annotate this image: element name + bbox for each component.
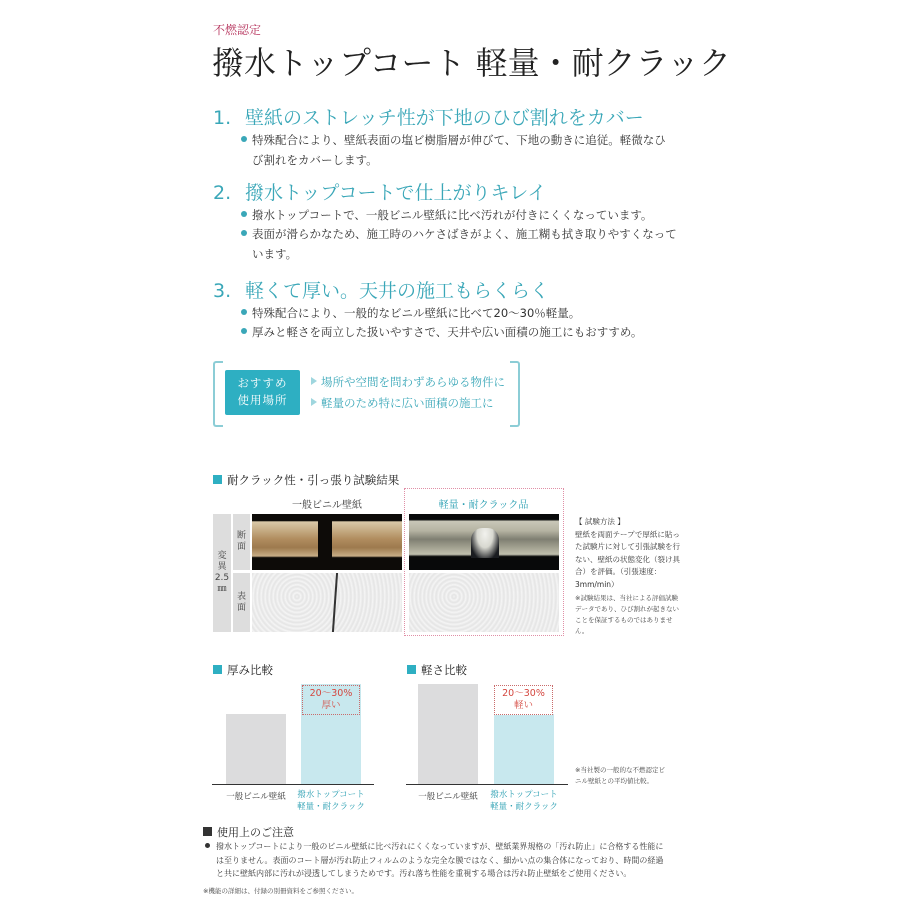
feature-heading-1 <box>213 103 644 130</box>
test-method-text: 【 試験方法 】 壁紙を両面テープで厚紙に貼った試験片に対して引張試験を行ない、壁紙の状態変化（裂け具合）を評価。（引張速度：3mm/min） <box>575 517 680 589</box>
test-result-note: ※試験結果は、当社による評価試験データであり、ひび割れが起きないことを保証するものではありません。 <box>575 594 679 635</box>
feature-heading-text: 壁紙のストレッチ性が下地のひび割れをカバー <box>245 107 644 129</box>
cross-section-label: 断 面 <box>233 514 250 570</box>
weight-callout: 20～30% 軽い <box>494 685 553 715</box>
certification-label: 不燃認定 <box>213 23 262 37</box>
column-label-standard: 一般ビニル壁紙 <box>292 500 362 511</box>
square-bullet-icon <box>213 475 222 484</box>
surface-crack-line <box>332 573 338 632</box>
stretch-area <box>471 528 499 558</box>
weight-comparison-note: ※当社製の一般的な不燃認定ビ ニル壁紙との平均値比較。 <box>575 766 665 785</box>
bullet-dot-icon <box>241 230 247 236</box>
bullet-dot-icon <box>241 136 247 142</box>
crack-test-heading: 耐クラック性・引っ張り試験結果 <box>213 472 399 488</box>
feature-2-bullet-2: 表面が滑らかなため、施工時のハケさばきがよく、施工糊も拭き取りやすくなって います。 <box>241 224 677 264</box>
bullet-dot-icon <box>241 328 247 334</box>
square-bullet-icon <box>203 827 212 836</box>
weight-bar-product <box>494 714 554 784</box>
weight-label-product: 撥水トップコート 軽量・耐クラック <box>490 790 558 812</box>
bullet-dot-icon <box>205 843 210 848</box>
column-label-product: 軽量・耐クラック品 <box>438 500 529 511</box>
square-bullet-icon <box>213 665 222 674</box>
footer-note: ※機能の詳細は、付録の別冊資料をご参照ください。 <box>203 887 358 895</box>
feature-3-bullet-2: 厚みと軽さを両立した扱いやすさで、天井や広い面積の施工にもおすすめ。 <box>241 322 642 342</box>
caution-text: 撥水トップコートにより一般のビニル壁紙に比べ汚れにくくなっていますが、壁紙業界規格の「汚れ防止」に合格する性能に は至りません。表面のコート層が汚れ防止フィルムのような完全な膜ではなく、細かい点の集合体になっており、時間の経過 と共に壁紙内部に汚れが浸透してしまうためです。汚れ落ち性能を重視する場合は汚れ防止壁紙をご使用ください。 <box>203 840 703 881</box>
product-surface-photo <box>409 573 559 632</box>
bracket-right-decoration <box>510 361 520 427</box>
crack-gap <box>318 514 332 570</box>
triangle-bullet-icon <box>311 377 317 385</box>
thickness-chart-axis <box>212 784 374 785</box>
feature-heading-text: 撥水トップコートで仕上がりキレイ <box>245 182 547 204</box>
recommended-item-1: 場所や空間を問わずあらゆる物件に <box>311 374 505 390</box>
thickness-callout: 20～30% 厚い <box>302 685 360 715</box>
triangle-bullet-icon <box>311 398 317 406</box>
recommended-usage-badge: おすすめ 使用場所 <box>225 370 300 415</box>
feature-3-bullet-1: 特殊配合により、一般的なビニル壁紙に比べて20～30％軽量。 <box>241 303 580 323</box>
feature-2-bullet-1: 撥水トップコートで、一般ビニル壁紙に比べ汚れが付きにくくなっています。 <box>241 205 652 225</box>
feature-number: 3. <box>213 280 232 302</box>
feature-heading-text: 軽くて厚い。天井の施工もらくらく <box>245 280 550 302</box>
surface-label: 表 面 <box>233 573 250 632</box>
weight-bar-standard <box>418 684 478 784</box>
feature-1-bullet-1: 特殊配合により、壁紙表面の塩ビ樹脂層が伸びて、下地の動きに追従。軽微なひ び割れをカバーします。 <box>241 130 666 170</box>
feature-heading-2 <box>213 178 546 205</box>
weight-label-standard: 一般ビニル壁紙 <box>418 792 478 802</box>
product-cross-section-photo <box>409 514 559 570</box>
feature-number: 1. <box>213 107 232 129</box>
bullet-dot-icon <box>241 211 247 217</box>
square-bullet-icon <box>407 665 416 674</box>
thickness-chart-title: 厚み比較 <box>213 662 273 678</box>
bracket-left-decoration <box>213 361 223 427</box>
standard-surface-photo <box>252 573 402 632</box>
caution-heading: 使用上のご注意 <box>203 824 294 840</box>
thickness-label-product: 撥水トップコート 軽量・耐クラック <box>297 790 365 812</box>
thickness-label-standard: 一般ビニル壁紙 <box>226 792 286 802</box>
thickness-bar-standard <box>226 714 286 784</box>
feature-number: 2. <box>213 182 232 204</box>
product-title: 撥水トップコート 軽量・耐クラック <box>212 44 731 82</box>
standard-cross-section-photo <box>252 514 402 570</box>
weight-chart-title: 軽さ比較 <box>407 662 467 678</box>
recommended-item-2: 軽量のため特に広い面積の施工に <box>311 395 494 411</box>
weight-chart-axis <box>406 784 568 785</box>
bullet-dot-icon <box>241 309 247 315</box>
feature-heading-3 <box>213 276 549 303</box>
displacement-label: 変 異 2.5 ㎜ <box>213 514 231 632</box>
